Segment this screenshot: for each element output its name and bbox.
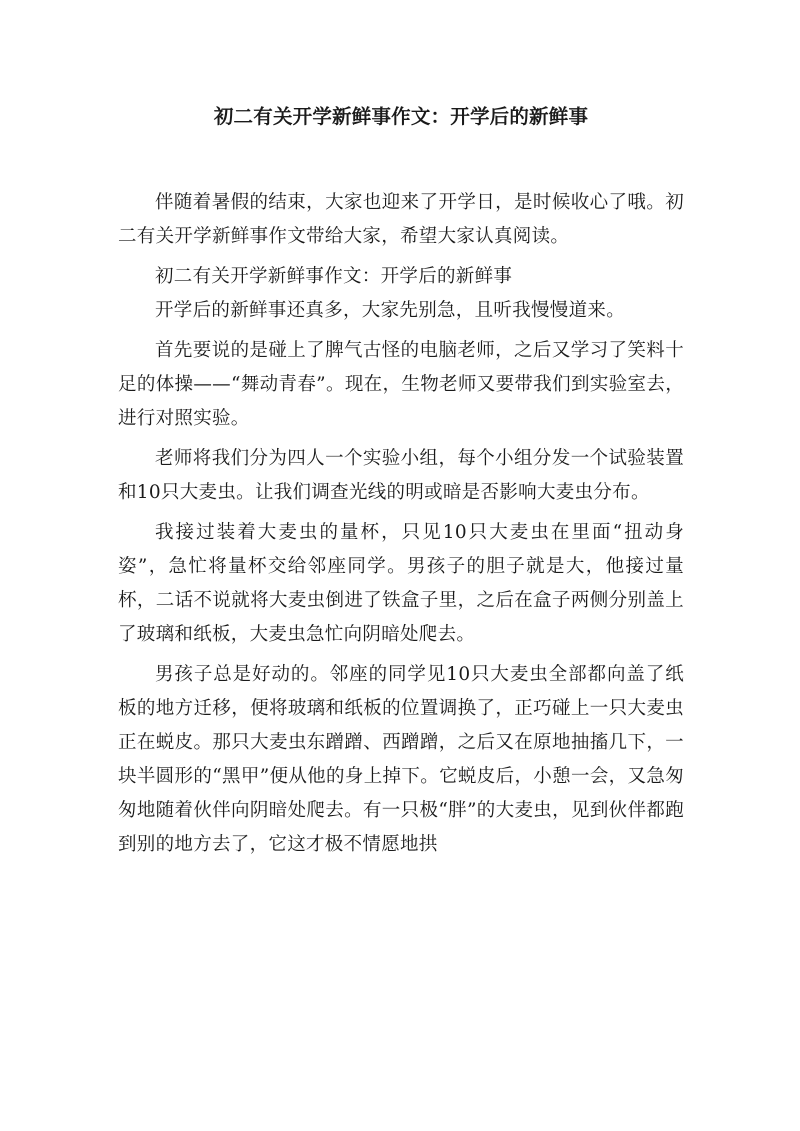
document-page bbox=[118, 0, 684, 1131]
paragraph: 我接过装着大麦虫的量杯，只见10只大麦虫在里面“扭动身姿”，急忙将量杯交给邻座同学。男孩子的胆子就是大，他接过量杯，二话不说就将大麦虫倒进了铁盒子里，之后在盒子两侧分别盖上了玻璃和纸板，大麦虫急忙向阴暗处爬去。 bbox=[118, 522, 684, 645]
document-title: 初二有关开学新鲜事作文：开学后的新鲜事 bbox=[213, 105, 589, 128]
paragraph: 男孩子总是好动的。邻座的同学见10只大麦虫全部都向盖了纸板的地方迁移，便将玻璃和纸板的位置调换了，正巧碰上一只大麦虫正在蜕皮。那只大麦虫东蹭蹭、西蹭蹭，之后又在原地抽搐几下，一块半圆形的“黑甲”便从他的身上掉下。它蜕皮后，小憩一会，又急匆匆地随着伙伴向阴暗处爬去。有一只极“胖”的大麦虫，见到伙伴都跑到别的地方去了，它这才极不情愿地拱 bbox=[118, 664, 684, 855]
paragraph: 伴随着暑假的结束，大家也迎来了开学日，是时候收心了哦。初二有关开学新鲜事作文带给大家，希望大家认真阅读。 bbox=[118, 192, 684, 247]
paragraph: 开学后的新鲜事还真多，大家先别急，且听我慢慢道来。 bbox=[155, 300, 626, 321]
paragraph: 老师将我们分为四人一个实验小组，每个小组分发一个试验装置和10只大麦虫。让我们调查光线的明或暗是否影响大麦虫分布。 bbox=[118, 448, 684, 503]
paragraph: 首先要说的是碰上了脾气古怪的电脑老师，之后又学习了笑料十足的体操——“舞动青春”。现在，生物老师又要带我们到实验室去，进行对照实验。 bbox=[118, 340, 684, 429]
document-body bbox=[118, 186, 684, 862]
paragraph: 初二有关开学新鲜事作文：开学后的新鲜事 bbox=[155, 266, 513, 287]
